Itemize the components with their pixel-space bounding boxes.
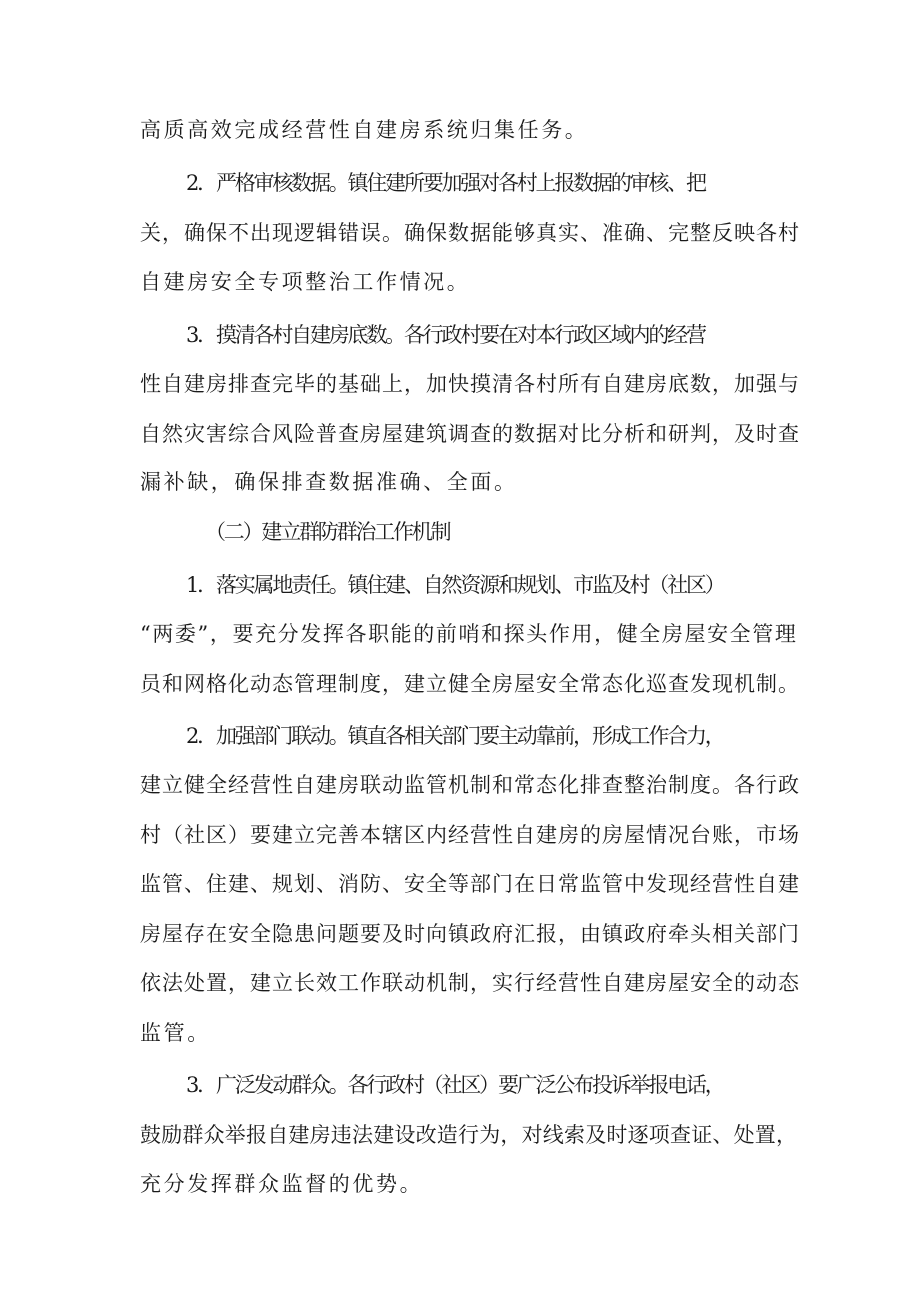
text-line: “两委”，要充分发挥各职能的前哨和探头作用，健全房屋安全管理 [140,622,798,646]
text-line: 村（社区）要建立完善本辖区内经营性自建房的房屋情况台账，市场 [140,823,800,847]
text-line: 员和网格化动态管理制度，建立健全房屋安全常态化巡查发现机制。 [140,672,800,696]
text-line: 鼓励群众举报自建房违法建设改造行为，对线索及时逐项查证、处置， [140,1123,798,1147]
text-line: 性自建房排查完毕的基础上，加快摸清各村所有自建房底数，加强与 [140,372,800,396]
text-line: 漏补缺，确保排查数据准确、全面。 [140,470,518,494]
text-line: 高质高效完成经营性自建房系统归集任务。 [140,118,589,142]
section-heading: （二）建立群防群治工作机制 [205,520,450,544]
text-line: 监管。 [140,1021,211,1045]
text-line: 1．落实属地责任。镇住建、自然资源和规划、市监及村（社区） [186,573,724,597]
text-line: 依法处置，建立长效工作联动机制，实行经营性自建房屋安全的动态 [140,971,800,995]
text-line: 2．加强部门联动。镇直各相关部门要主动靠前，形成工作合力， [186,724,724,748]
text-line: 房屋存在安全隐患问题要及时向镇政府汇报，由镇政府牵头相关部门 [140,922,800,946]
text-line: 自然灾害综合风险普查房屋建筑调查的数据对比分析和研判，及时查 [140,422,800,446]
text-line: 关，确保不出现逻辑错误。确保数据能够真实、准确、完整反映各村 [140,221,800,245]
text-line: 监管、住建、规划、消防、安全等部门在日常监管中发现经营性自建 [140,872,800,896]
text-line: 3．摸清各村自建房底数。各行政村要在对本行政区域内的经营 [186,323,705,347]
text-line: 自建房安全专项整治工作情况。 [140,270,471,294]
text-line: 2．严格审核数据。镇住建所要加强对各村上报数据的审核、把 [186,171,705,195]
text-line: 建立健全经营性自建房联动监管机制和常态化排查整治制度。各行政 [140,773,800,797]
text-line: 3．广泛发动群众。各行政村（社区）要广泛公布投诉举报电话， [186,1073,724,1097]
text-line: 充分发挥群众监督的优势。 [140,1172,424,1196]
